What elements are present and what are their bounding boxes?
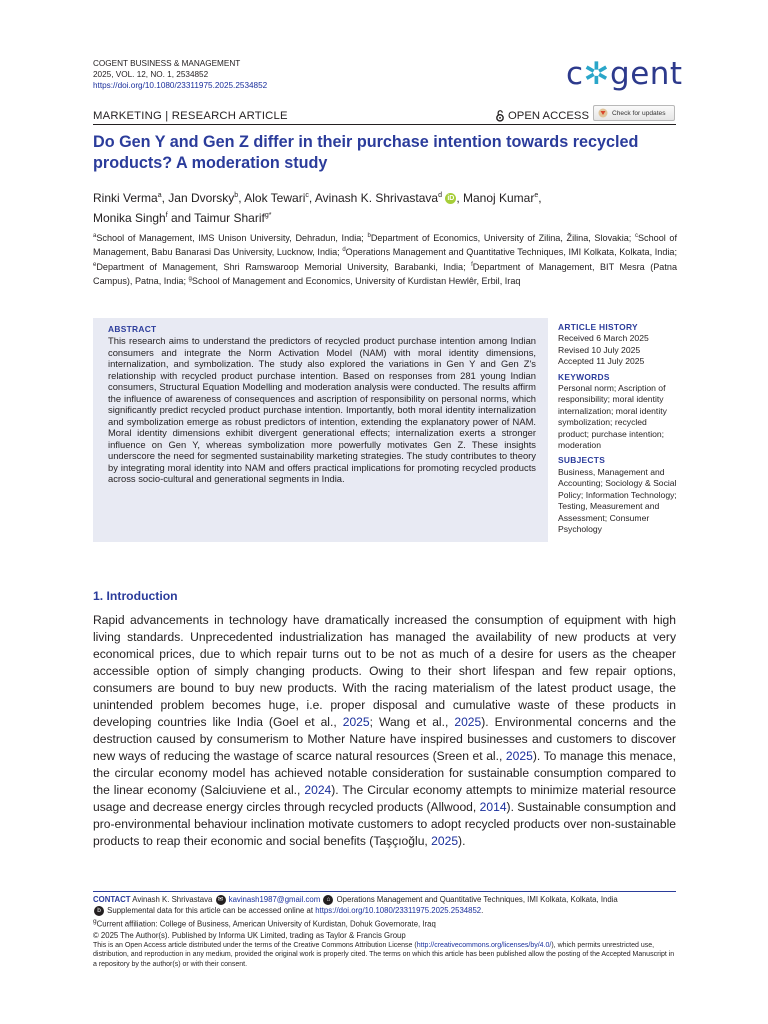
supplemental-line	[93, 905, 676, 916]
citation-link[interactable]: 2024	[304, 783, 332, 797]
affiliations: $^a$School of Management, IMS Unison University, Dehradun, India; $^b$Department of Economics, University of Zilina, Žilina, Slovakia; $^c$School of Management, Babu Banarasi Das University, Lucknow, India; $^d$Operations Management and Quantitative Techniques, IMI Kolkata, Kolkata, India; $^e$Department of Management, Shri Ramswaroop Memorial University, Barabanki, India; $^f$Department of Management, BIT Mesra (Patna Campus), Patna, India; $^g$School of Management and Economics, University of Kurdistan Hewlêr, Erbil, Iraq	[93, 233, 678, 287]
open-access-label	[495, 109, 589, 122]
citation-link[interactable]: 2025	[342, 715, 370, 729]
author-name[interactable]: Manoj Kumar	[462, 191, 535, 205]
contact-line	[93, 894, 676, 905]
open-access-text: OPEN ACCESS	[508, 109, 589, 122]
contact-name: Avinash K. Shrivastava	[132, 895, 213, 904]
article-type: MARKETING | RESEARCH ARTICLE	[93, 110, 288, 122]
supplemental-link[interactable]: https://doi.org/10.1080/23311975.2025.2534852	[315, 906, 482, 915]
current-affiliation-text: Current affiliation: College of Business, American University of Kurdistan, Dohuk Governorate, Iraq	[96, 919, 436, 929]
author-sup: a	[157, 192, 162, 199]
author-sup: e	[534, 192, 539, 199]
supplemental-data-icon: b	[94, 906, 104, 916]
author-sup: f	[165, 212, 168, 219]
contact-affiliation: Operations Management and Quantitative Techniques, IMI Kolkata, Kolkata, India	[336, 895, 618, 904]
cogent-logo	[566, 56, 683, 92]
license-link[interactable]: http://creativecommons.org/licenses/by/4.0/	[416, 941, 552, 949]
contact-email-link[interactable]: kavinash1987@gmail.com	[228, 895, 321, 904]
abstract-text: This research aims to understand the predictors of recycled product purchase intention among Indian consumers and integrate the Norm Activation Model (NAM) with moral identity dimensions, internalization, and symbolization. The study also explored the variations in Gen Y and Gen Z's relationship with recycled product purchase intention. Based on responses from 281 young Indian consumers, Structural Equation Modelling and moderation analysis were conducted. The results affirm the influence of awareness of consequences and ascription of responsibility on personal norms, which significantly predict recycled product purchase intention. Importantly, both moral identity internalization and symbolization emerge as robust predictors of intention, extending the explanatory power of NAM. Moral identity dimensions exhibit divergent generational effects; internalization exerts a stronger influence on Gen Y, whereas symbolization more powerfully motivates Gen Z. These insights underscore the need for segmented sustainability marketing strategies. The study contributes to theory by integrating moral identity into NAM and offers practical implications for promoting recycled products across socio-cultural and generational segments in India.	[108, 335, 536, 484]
copyright-line: © 2025 The Author(s). Published by Informa UK Limited, trading as Taylor & Francis Group	[93, 930, 406, 940]
author-sup: c	[305, 192, 309, 199]
author-name[interactable]: Avinash K. Shrivastava	[314, 191, 439, 205]
logo-mark: ✲	[583, 56, 611, 92]
author-sup: b	[234, 192, 239, 199]
article-title: Do Gen Y and Gen Z differ in their purchase intention towards recycled products? A moderation study	[93, 133, 639, 172]
keywords	[558, 372, 678, 452]
citation-link[interactable]: 2014	[479, 800, 507, 814]
abstract-heading: ABSTRACT	[108, 324, 157, 334]
author-name[interactable]: Alok Tewari	[244, 191, 306, 205]
article-history	[558, 322, 678, 368]
affiliation-b: Department of Economics, University of Zilina, Žilina, Slovakia;	[370, 233, 632, 244]
introduction-paragraph	[93, 612, 676, 850]
author-sup: g*	[264, 212, 272, 219]
orcid-icon[interactable]: iD	[447, 195, 455, 203]
doi-link[interactable]: https://doi.org/10.1080/23311975.2025.2534852	[93, 81, 268, 90]
intro-text: Rapid advancements in technology have dramatically increased the consumption of equipment with high living standards. Unprecedented industrialization has managed the availability of new products at very economical prices, due to which repair turns out to be not as much of a desire for users as the cheaper accessible option of simply changing products. Owing to their short lifespan and few repair options, consumers are bound to buy new products. With the racing materialism of the latest product usage, the unintended problem becomes huge, i.e. proper disposal and cumulative waste of these products in developing countries like India (Goel et al.,	[93, 613, 676, 729]
accepted-date: Accepted 11 July 2025	[558, 356, 645, 367]
keywords-text: Personal norm; Ascription of responsibility; moral identity internalization; moral identity symbolization; recycled product; purchase intention; moderation	[558, 383, 667, 451]
author-name[interactable]: Monika Singh	[93, 211, 166, 225]
abstract-box	[93, 318, 548, 542]
license-text-part: This is an Open Access article distributed under the terms of the Creative Commons Attribution License (	[93, 941, 417, 949]
author-name[interactable]: Jan Dvorsky	[168, 191, 235, 205]
affiliation-g: School of Management and Economics, University of Kurdistan Hewlêr, Erbil, Iraq	[191, 276, 521, 287]
author-list: Rinki Verma$^a$, Jan Dvorsky$^b$, Alok Tewari$^c$, Avinash K. Shrivastava$^d$ iD , Manoj Kumar$^e$, Monika Singh$^f$ and Taimur Sharif$^{g*}$	[93, 191, 542, 225]
current-affiliation	[93, 916, 676, 930]
email-icon: ✉	[216, 895, 226, 905]
intro-text: ). Sustainable consumption and pro-environmental behaviour inclination motivate customers to adopt recycled products over non-sustainable products to reap their economic and social benefits (Taşçıoğlu,	[93, 800, 676, 848]
keywords-heading: KEYWORDS	[558, 371, 610, 382]
volume-line: 2025, VOL. 12, NO. 1, 2534852	[93, 70, 209, 79]
current-affiliation-sup: g	[93, 918, 97, 925]
license-text	[93, 941, 676, 970]
citation-link[interactable]: 2025	[454, 715, 482, 729]
intro-text: ; Wang et al.,	[369, 715, 455, 729]
affiliation-d: Operations Management and Quantitative Techniques, IMI Kolkata, Kolkata, India;	[345, 247, 677, 258]
open-access-icon	[495, 109, 505, 122]
contact-label: CONTACT	[93, 895, 131, 904]
intro-text: ).	[458, 834, 466, 848]
section-heading-introduction: 1. Introduction	[93, 589, 178, 603]
logo-text-left: c	[566, 56, 584, 92]
affiliation-c: School of Management, Babu Banarasi Das University, Lucknow, India;	[93, 233, 678, 258]
article-type-bar	[93, 98, 676, 125]
logo-text-right: gent	[610, 56, 683, 92]
supplemental-text: Supplemental data for this article can be accessed online at	[107, 906, 316, 915]
received-date: Received 6 March 2025	[558, 333, 649, 344]
article-history-heading: ARTICLE HISTORY	[558, 322, 638, 332]
author-name[interactable]: Taimur Sharif	[194, 211, 265, 225]
check-updates-label: Check for updates	[612, 109, 666, 117]
subjects-heading: SUBJECTS	[558, 455, 606, 466]
check-updates-icon	[598, 108, 608, 118]
article-sidebar	[558, 322, 678, 539]
affiliation-a: School of Management, IMS Unison University, Dehradun, India;	[96, 233, 364, 244]
journal-meta	[93, 58, 267, 91]
citation-link[interactable]: 2025	[505, 749, 533, 763]
revised-date: Revised 10 July 2025	[558, 344, 641, 355]
subjects	[558, 455, 678, 535]
affiliation-e: Department of Management, Shri Ramswaroop Memorial University, Barabanki, India;	[96, 261, 466, 272]
supplemental-end: .	[481, 906, 484, 915]
intro-text: ). The Circular economy attempts to minimize material resource usage and decrease energy circles through recycled products (Allwood,	[93, 783, 676, 814]
license-text-part: ), which permits unrestricted use, distribution, and reproduction in any medium, provided the original work is properly cited. The terms on which this article has been published allow the posting of the Accepted Manuscript in a repository by the author(s) or with their consent.	[93, 941, 675, 968]
journal-name: COGENT BUSINESS & MANAGEMENT	[93, 59, 241, 68]
author-sup: d	[438, 192, 442, 199]
affiliation-f: Department of Management, BIT Mesra (Patna Campus), Patna, India;	[93, 261, 678, 287]
intro-text: ). To manage this menace, the circular economy model has achieved notable consideration for sustainable consumption compared to the linear economy (Salciuviene et al.,	[93, 749, 676, 797]
page-footer	[93, 891, 676, 969]
intro-text: ). Environmental concerns and the destruction caused by consumerism to Mother Nature have inspired businesses and customers to discover new ways of reducing the wastage of scarce natural resources (Sreen et al.,	[93, 715, 676, 763]
subjects-text: Business, Management and Accounting; Sociology & Social Policy; Information Technology; Testing, Measurement and Assessment; Consumer Psychology	[558, 466, 677, 534]
institution-icon: ⌂	[323, 895, 333, 905]
citation-link[interactable]: 2025	[431, 834, 459, 848]
check-for-updates-button[interactable]	[593, 105, 675, 121]
author-name[interactable]: Rinki Verma	[93, 191, 158, 205]
